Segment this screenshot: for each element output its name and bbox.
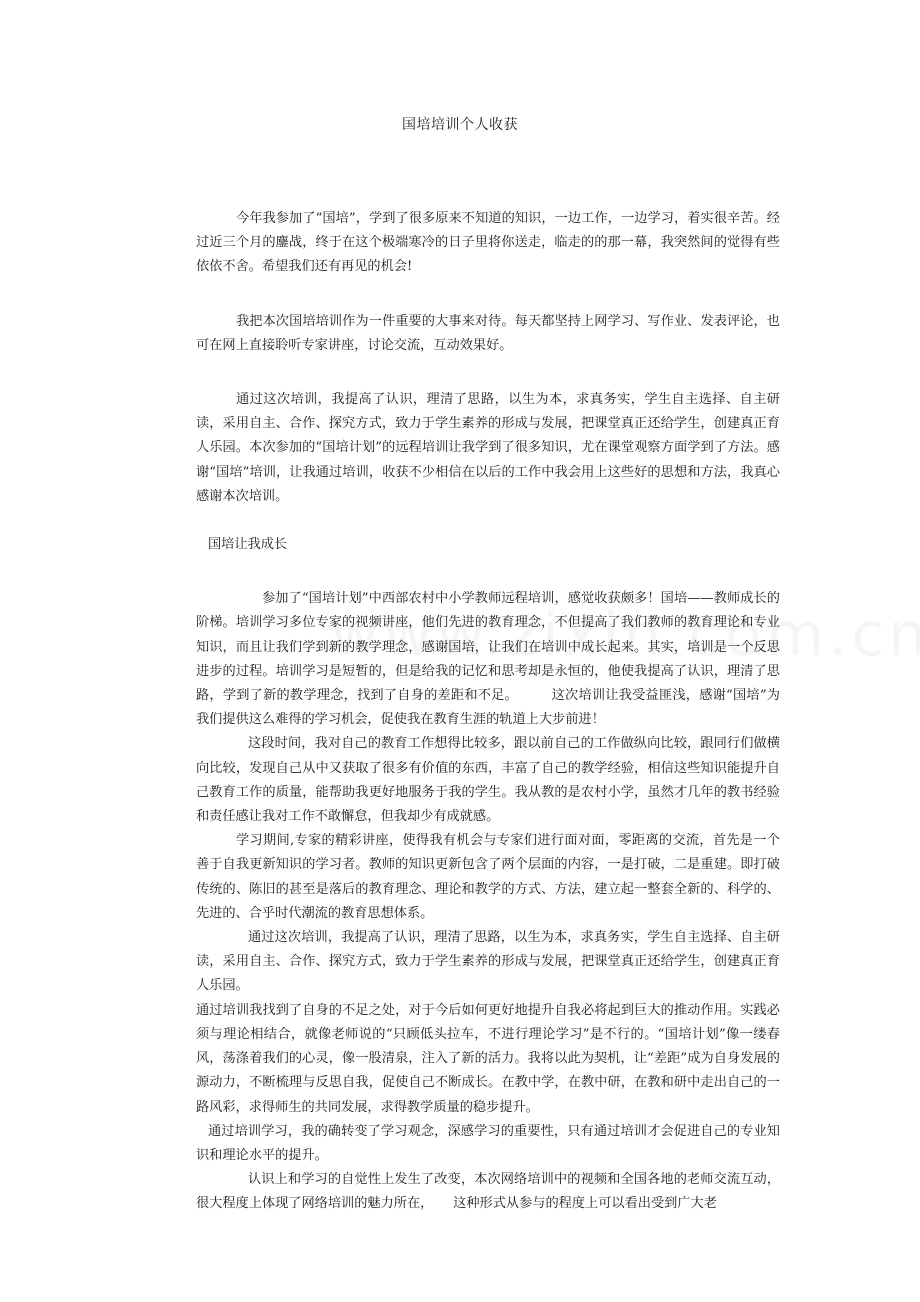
section-paragraph-1: 参加了“国培计划”中西部农村中小学教师远程培训，感觉收获颇多！国培——教师成长的阶梯。培训学习多位专家的视频讲座，他们先进的教育理念，不但提高了我们教师的教育理论和专业知识，而且让我们学到新的教学理念，感谢国培，让我们在培训中成长起来。其实，培训是一个反思进步的过程。培训学习是短暂的，但是给我的记忆和思考却是永恒的，他使我提高了认识，理清了思路，学到了新的教学理念，找到了自身的差距和不足。 这次培训让我受益匪浅，感谢“国培”为我们提供这么难得的学习机会，促使我在教育生涯的轨道上大步前进！	[196, 591, 780, 728]
section-paragraph-5: 通过培训我找到了自身的不足之处，对于今后如何更好地提升自我必将起到巨大的推动作用。实践必须与理论相结合，就像老师说的“只顾低头拉车，不进行理论学习”是不行的。“国培计划”像一缕春风，荡涤着我们的心灵，像一股清泉，注入了新的活力。我将以此为契机，让“差距”成为自身发展的源动力，不断梳理与反思自我，促使自己不断成长。在教中学，在教中研，在教和研中走出自己的一路风彩，求得师生的共同发展，求得教学质量的稳步提升。	[196, 1002, 780, 1115]
watermark	[330, 600, 920, 670]
section-heading: 国培让我成长	[208, 537, 288, 553]
paragraph-2: 我把本次国培培训作为一件重要的大事来对待。每天都坚持上网学习、写作业、发表评论，也可在网上直接聆听专家讲座，讨论交流，互动效果好。	[196, 313, 780, 353]
document-title: 国培培训个人收获	[402, 117, 518, 133]
section-paragraph-7: 认识上和学习的自觉性上发生了改变，本次网络培训中的视频和全国各地的老师交流互动，很大程度上体现了网络培训的魅力所在， 这种形式从参与的程度上可以看出受到广大老	[196, 1172, 780, 1212]
section-paragraph-4: 通过这次培训，我提高了认识，理清了思路，以生为本，求真务实，学生自主选择、自主研读，采用自主、合作、探究方式，致力于学生素养的形成与发展，把课堂真正还给学生，创建真正育人乐园。	[196, 930, 780, 994]
document-body	[196, 207, 780, 1217]
section-paragraph-6: 通过培训学习，我的确转变了学习观念，深感学习的重要性，只有通过培训才会促进自己的专业知识和理论水平的提升。	[196, 1123, 780, 1163]
paragraph-3: 通过这次培训，我提高了认识，理清了思路，以生为本，求真务实，学生自主选择、自主研读，采用自主、合作、探究方式，致力于学生素养的形成与发展，把课堂真正还给学生，创建真正育人乐园。本次参加的“国培计划”的远程培训让我学到了很多知识，尤在课堂观察方面学到了方法。感谢“国培”培训，让我通过培训，收获不少相信在以后的工作中我会用上这些好的思想和方法，我真心感谢本次培训。	[196, 392, 780, 504]
section-paragraph-3: 学习期间,专家的精彩讲座，使得我有机会与专家们进行面对面，零距离的交流，首先是一个善于自我更新知识的学习者。教师的知识更新包含了两个层面的内容，一是打破，二是重建。即打破传统的、陈旧的甚至是落后的教育理念、理论和教学的方式、方法，建立起一整套全新的、科学的、先进的、合乎时代潮流的教育思想体系。	[196, 833, 780, 921]
paragraph-1: 今年我参加了“国培”，学到了很多原来不知道的知识，一边工作，一边学习，着实很辛苦。经过近三个月的鏖战，终于在这个极端寒冷的日子里将你送走，临走的的那一幕，我突然间的觉得有些依依不舍。希望我们还有再见的机会!	[196, 211, 780, 275]
section-paragraph-2: 这段时间，我对自己的教育工作想得比较多，跟以前自己的工作做纵向比较，跟同行们做横向比较，发现自己从中又获取了很多有价值的东西，丰富了自己的教学经验，相信这些知识能提升自己教育工作的质量，能帮助我更好地服务于我的学生。我从教的是农村小学，虽然才几年的教书经验和责任感让我对工作不敢懈怠，但我却少有成就感。	[196, 736, 780, 825]
